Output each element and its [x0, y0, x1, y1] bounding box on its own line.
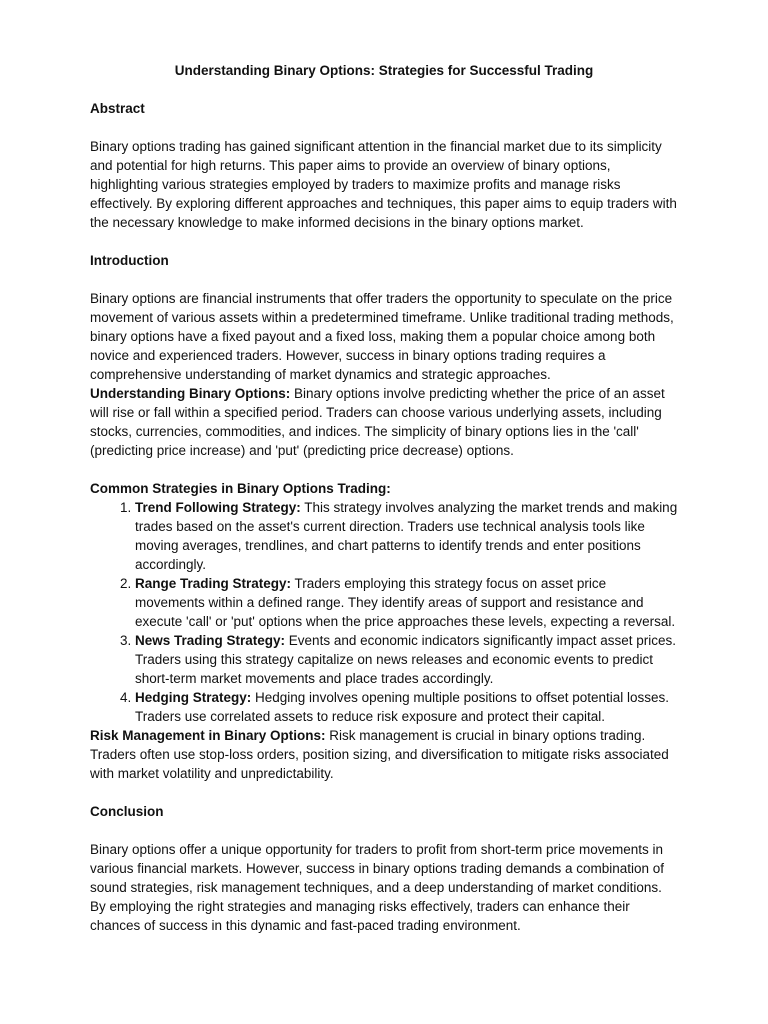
strategy-label: Trend Following Strategy:	[135, 500, 301, 515]
strategies-heading: Common Strategies in Binary Options Trading:	[90, 481, 391, 496]
strategy-item-news-trading	[135, 631, 678, 688]
strategy-text: Events and economic indicators significantly impact asset prices. Traders using this strategy capitalize on news releases and economic events to predict short-term market movements and place trades accordingly.	[135, 633, 676, 686]
strategy-item-hedging	[135, 688, 678, 726]
strategy-item-trend-following	[135, 498, 678, 574]
risk-management-text: Risk management is crucial in binary options trading. Traders often use stop-loss orders, position sizing, and diversification to mitigate risks associated with market volatility and unpredictability.	[90, 728, 669, 781]
risk-management-paragraph	[90, 726, 678, 783]
strategy-label: Hedging Strategy:	[135, 690, 252, 705]
risk-management-label: Risk Management in Binary Options:	[90, 728, 326, 743]
understanding-paragraph	[90, 384, 678, 460]
strategy-label: Range Trading Strategy:	[135, 576, 292, 591]
abstract-paragraph: Binary options trading has gained significant attention in the financial market due to its simplicity and potential for high returns. This paper aims to provide an overview of binary options, highlighting various strategies employed by traders to maximize profits and manage risks effectively. By exploring different approaches and techniques, this paper aims to equip traders with the necessary knowledge to make informed decisions in the binary options market.	[90, 139, 677, 230]
understanding-label: Understanding Binary Options:	[90, 386, 291, 401]
strategy-text: Hedging involves opening multiple positions to offset potential losses. Traders use correlated assets to reduce risk exposure and protect their capital.	[135, 690, 670, 724]
strategy-text: Traders employing this strategy focus on asset price movements within a defined range. They identify areas of support and resistance and execute 'call' or 'put' options when the price approaches these levels, expecting a reversal.	[135, 576, 676, 629]
introduction-heading: Introduction	[90, 253, 169, 268]
conclusion-heading: Conclusion	[90, 804, 164, 819]
document-title: Understanding Binary Options: Strategies for Successful Trading	[174, 63, 594, 78]
introduction-paragraph: Binary options are financial instruments that offer traders the opportunity to speculate on the price movement of various assets within a predetermined timeframe. Unlike traditional trading methods, binary options have a fixed payout and a fixed loss, making them a popular choice among both novice and experienced traders. However, success in binary options trading requires a comprehensive understanding of market dynamics and strategic approaches.	[90, 291, 674, 382]
strategy-label: News Trading Strategy:	[135, 633, 286, 648]
abstract-heading: Abstract	[90, 101, 145, 116]
conclusion-paragraph: Binary options offer a unique opportunity for traders to profit from short-term price movements in various financial markets. However, success in binary options trading demands a combination of sound strategies, risk management techniques, and a deep understanding of market conditions. By employing the right strategies and managing risks effectively, traders can enhance their chances of success in this dynamic and fast-paced trading environment.	[90, 842, 665, 933]
strategy-item-range-trading	[135, 574, 678, 631]
strategies-list	[90, 498, 678, 726]
strategy-text: This strategy involves analyzing the market trends and making trades based on the asset's current direction. Traders use technical analysis tools like moving averages, trendlines, and chart patterns to identify trends and enter positions accordingly.	[135, 500, 678, 572]
understanding-text: Binary options involve predicting whether the price of an asset will rise or fall within a specified period. Traders can choose various underlying assets, including stocks, currencies, commodities, and indices. The simplicity of binary options lies in the 'call' (predicting price increase) and 'put' (predicting price decrease) options.	[90, 386, 665, 458]
